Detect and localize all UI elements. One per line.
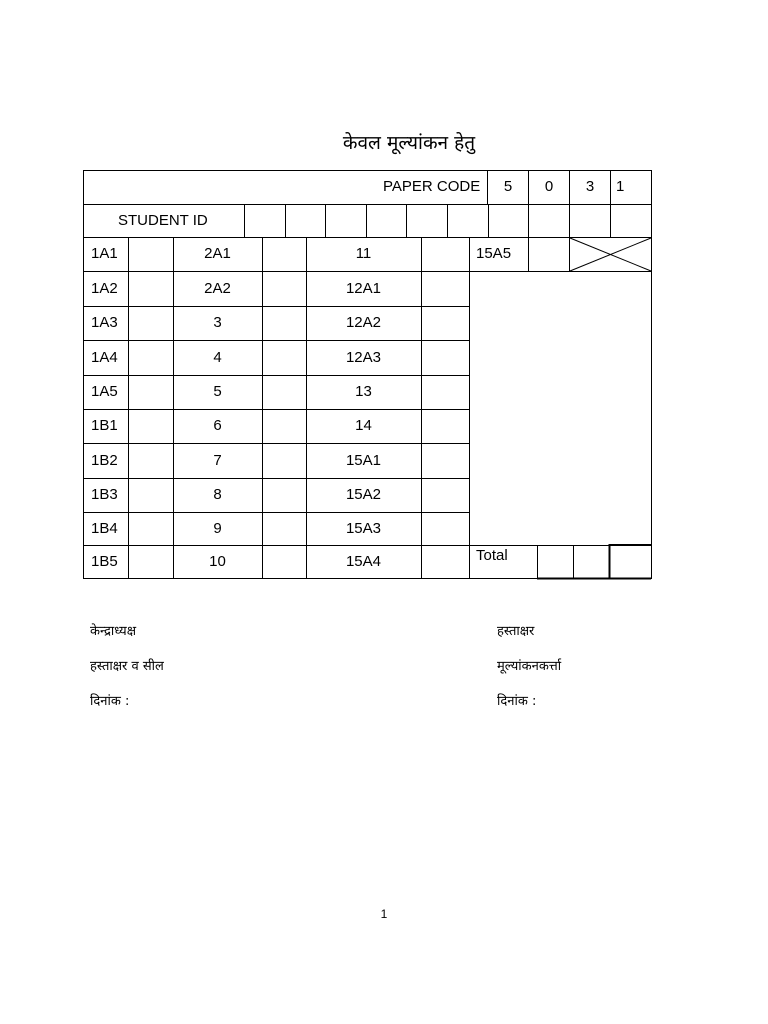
- paper-code-digit: 3: [585, 178, 595, 195]
- question-label: 1B1: [91, 417, 118, 434]
- evaluator-label: मूल्यांकनकर्त्ता: [497, 659, 562, 674]
- question-label: 4: [213, 348, 222, 366]
- question-label: 10: [209, 552, 226, 570]
- paper-code-digit: 0: [544, 178, 554, 195]
- question-label: 2A1: [204, 245, 231, 262]
- date-label-right: दिनांक :: [497, 694, 537, 709]
- question-label: 1B3: [91, 486, 118, 503]
- question-label: 8: [213, 486, 222, 503]
- question-label: 12A2: [345, 314, 382, 331]
- question-label: 14: [355, 417, 372, 434]
- question-label: 1A1: [91, 245, 118, 262]
- question-label: 12A3: [345, 348, 382, 366]
- question-label: 1B5: [91, 552, 118, 570]
- question-label: 1A5: [91, 383, 118, 400]
- paper-code-label: PAPER CODE: [383, 178, 481, 195]
- question-label: 2A2: [204, 279, 231, 297]
- centre-superintendent-label: केन्द्राध्यक्ष: [90, 624, 137, 639]
- question-label: 1A3: [91, 314, 118, 331]
- student-id-label: STUDENT ID: [118, 212, 208, 229]
- question-label: 11: [355, 245, 372, 262]
- question-label: 12A1: [345, 279, 382, 297]
- question-label: 9: [213, 519, 222, 537]
- date-label-left: दिनांक :: [90, 694, 130, 709]
- question-label: 13: [355, 383, 372, 400]
- paper-code-digit: 1: [616, 178, 625, 195]
- question-label: 15A2: [345, 486, 382, 503]
- page-title: केवल मूल्यांकन हेतु: [342, 132, 476, 154]
- page-number: 1: [380, 907, 388, 921]
- question-label: 1A2: [91, 279, 118, 297]
- signature-seal-label: हस्ताक्षर व सील: [90, 659, 164, 674]
- question-label: 3: [213, 314, 222, 331]
- question-label: 6: [213, 417, 222, 434]
- question-label: 15A4: [345, 552, 382, 570]
- question-label: 1B4: [91, 519, 118, 537]
- question-label: 1B2: [91, 451, 118, 469]
- question-label: 5: [213, 383, 222, 400]
- signature-label: हस्ताक्षर: [497, 624, 535, 639]
- question-label-extra: 15A5: [476, 245, 512, 262]
- total-label: Total: [476, 547, 508, 564]
- question-label: 7: [213, 451, 222, 469]
- question-label: 1A4: [91, 348, 118, 366]
- question-label: 15A1: [345, 451, 382, 469]
- question-label: 15A3: [345, 519, 382, 537]
- paper-code-digit: 5: [503, 178, 513, 195]
